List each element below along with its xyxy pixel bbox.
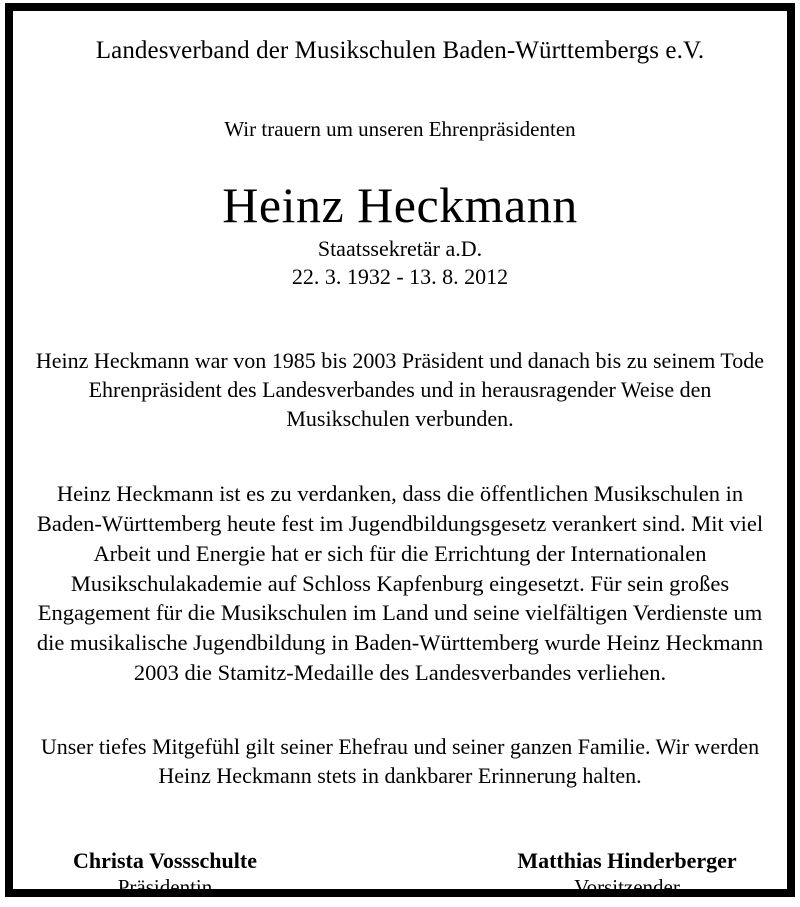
signatory-role: Präsidentin — [117, 874, 213, 899]
achievements-paragraph: Heinz Heckmann ist es zu verdanken, dass die öffentlichen Musikschulen in Baden-Württemberg heute fest im Jugendbildungsgesetz verankert sind. Mit viel Arbeit und Energie hat er sich für die Errichtung der Internationalen Musikschulakademie auf Schloss Kapfenburg eingesetzt. Für sein großes Engagement für die Musikschulen im Land und seine vielfältigen Verdienste um die musikalische Jugendbildung in Baden-Württemberg wurde Heinz Heckmann 2003 die Stamitz-Medaille des Landesverbandes verliehen. — [36, 480, 764, 686]
organization-name: Landesverband der Musikschulen Baden-Württembergs e.V. — [95, 37, 705, 64]
signatory-president — [45, 848, 285, 899]
mourning-intro-line: Wir trauern um unseren Ehrenpräsidenten — [224, 116, 576, 141]
signatory-role: Vorsitzender — [574, 874, 680, 899]
deceased-block — [31, 176, 769, 290]
deceased-name: Heinz Heckmann — [222, 176, 578, 233]
signatory-chairman — [507, 848, 747, 899]
deceased-title: Staatssekretär a.D. — [317, 236, 483, 262]
signature-block — [31, 848, 769, 899]
signatory-name: Matthias Hinderberger — [517, 848, 737, 874]
tribute-paragraph: Heinz Heckmann war von 1985 bis 2003 Präsident und danach bis zu seinem Tode Ehrenpräsident des Landesverbandes und in herausragender Weise den Musikschulen verbunden. — [35, 347, 765, 431]
condolence-paragraph: Unser tiefes Mitgefühl gilt seiner Ehefrau und seiner ganzen Familie. Wir werden Heinz Heckmann stets in dankbarer Erinnerung halten. — [40, 734, 760, 789]
deceased-life-dates: 22. 3. 1932 - 13. 8. 2012 — [291, 264, 509, 290]
signatory-name: Christa Vossschulte — [73, 848, 257, 874]
mourning-border-frame — [5, 3, 795, 897]
